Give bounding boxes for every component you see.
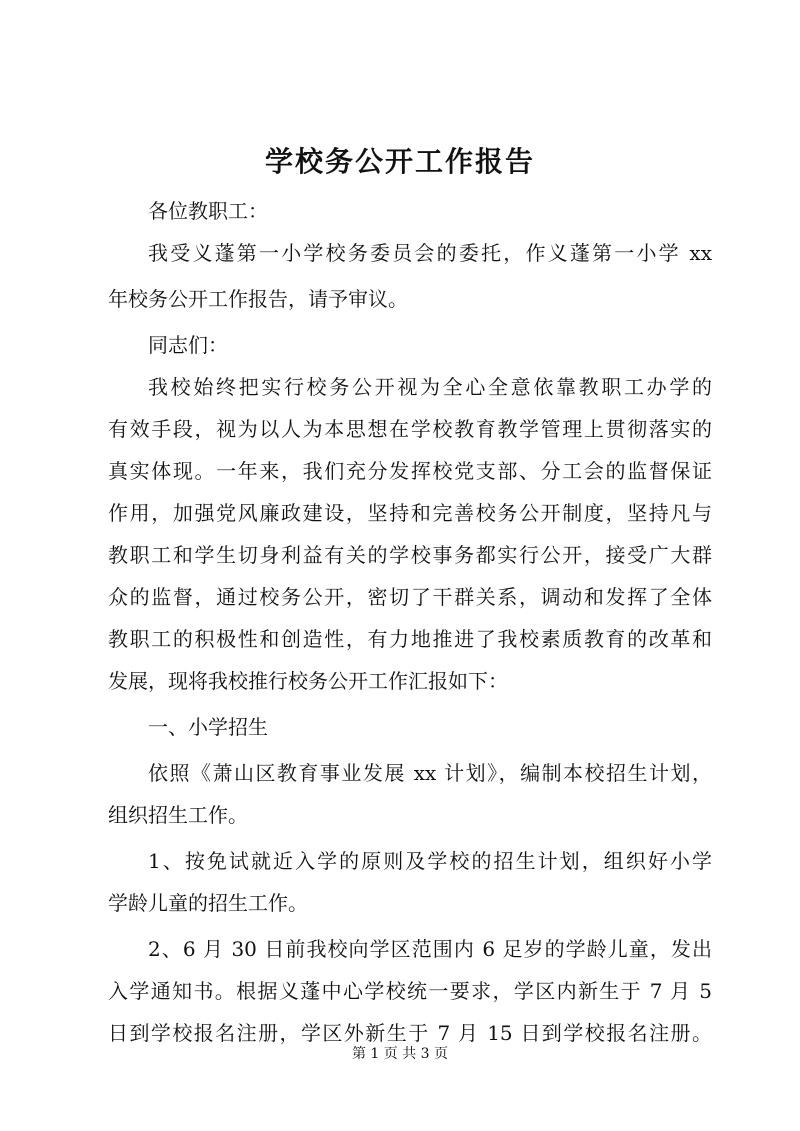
paragraph-line: 作用，加强党风廉政建设，坚持和完善校务公开制度，坚持凡与 xyxy=(108,501,712,525)
paragraph-line: 教职工的积极性和创造性，有力地推进了我校素质教育的改革和 xyxy=(108,627,712,651)
paragraph-line: 有效手段，视为以人为本思想在学校教育教学管理上贯彻落实的 xyxy=(108,417,712,441)
paragraph-line: 各位教职工： xyxy=(148,199,268,223)
paragraph-line: 我校始终把实行校务公开视为全心全意依靠教职工办学的 xyxy=(148,375,712,399)
paragraph-line: 同志们： xyxy=(148,333,228,357)
paragraph-line: 众的监督，通过校务公开，密切了干群关系，调动和发挥了全体 xyxy=(108,585,712,609)
paragraph-line: 教职工和学生切身利益有关的学校事务都实行公开，接受广大群 xyxy=(108,543,712,567)
paragraph-line: 日到学校报名注册，学区外新生于 7 月 15 日到学校报名注册。 xyxy=(108,1021,712,1045)
paragraph-line: 组织招生工作。 xyxy=(108,803,248,827)
paragraph-line: 2、6 月 30 日前我校向学区范围内 6 足岁的学龄儿童，发出 xyxy=(148,937,712,961)
document-title: 学校务公开工作报告 xyxy=(264,145,535,178)
paragraph-line: 依照《萧山区教育事业发展 xx 计划》，编制本校招生计划， xyxy=(148,761,712,785)
page-footer: 第 1 页 共 3 页 xyxy=(351,1046,449,1062)
paragraph-line: 学龄儿童的招生工作。 xyxy=(108,891,308,915)
paragraph-line: 入学通知书。根据义蓬中心学校统一要求，学区内新生于 7 月 5 xyxy=(108,979,712,1003)
document-body xyxy=(108,190,712,1054)
paragraph-line: 发展，现将我校推行校务公开工作汇报如下： xyxy=(108,669,508,693)
paragraph-line: 我受义蓬第一小学校务委员会的委托，作义蓬第一小学 xx xyxy=(148,241,712,265)
paragraph-line: 真实体现。一年来，我们充分发挥校党支部、分工会的监督保证 xyxy=(108,459,712,483)
paragraph-line: 一、小学招生 xyxy=(148,715,268,739)
paragraph-line: 年校务公开工作报告，请予审议。 xyxy=(108,287,408,311)
paragraph-line: 1、按免试就近入学的原则及学校的招生计划，组织好小学 xyxy=(148,849,712,873)
